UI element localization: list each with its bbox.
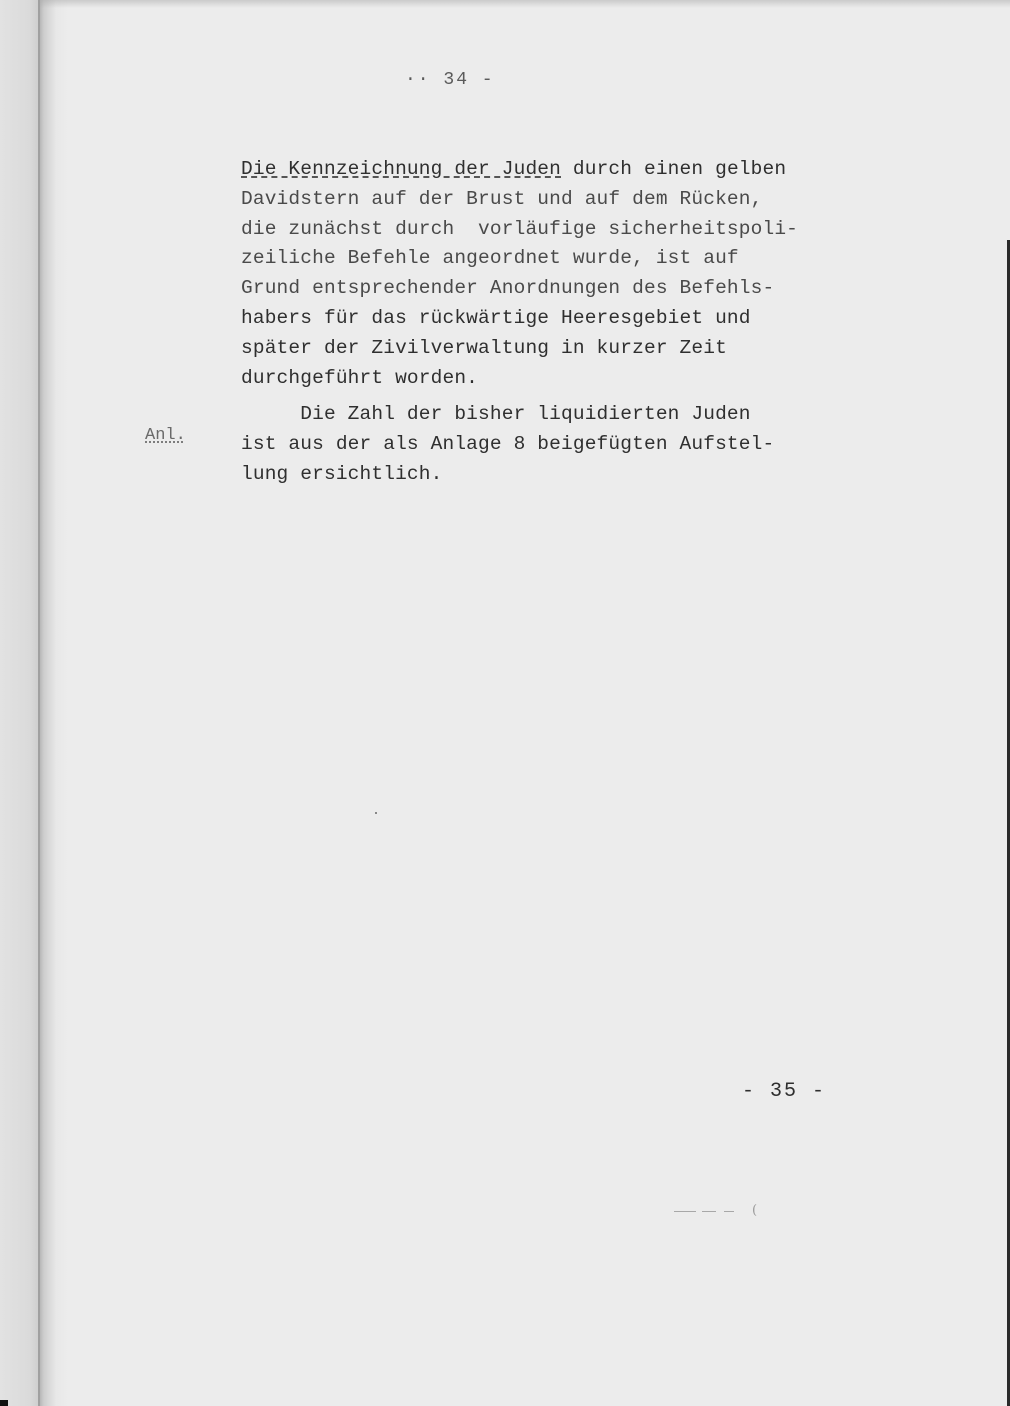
page-number-top: ·· 34 -	[405, 70, 495, 90]
paragraph-kennzeichnung	[241, 155, 841, 393]
text-line: durchgeführt worden.	[241, 366, 479, 389]
text-line: Grund entsprechender Anordnungen des Befehls-	[241, 277, 775, 300]
mark-dash	[702, 1211, 716, 1212]
text-line: Davidstern auf der Brust und auf dem Rücken,	[241, 187, 763, 210]
text-line: habers für das rückwärtige Heeresgebiet und	[241, 306, 751, 329]
page-edge-left	[0, 0, 40, 1406]
mark-paren: (	[752, 1203, 758, 1218]
text-line	[241, 155, 841, 185]
text-line: die zunächst durch vorläufige sicherheitspoli-	[241, 217, 799, 240]
scan-speck	[375, 812, 377, 814]
binding-shadow	[38, 0, 68, 1406]
text-line: ist aus der als Anlage 8 beigefügten Aufstel-	[241, 432, 775, 455]
text-line: Die Zahl der bisher liquidierten Juden	[241, 403, 751, 425]
top-edge-shadow	[40, 0, 1010, 8]
underlined-heading-phrase: Die Kennzeichnung der Juden	[241, 158, 562, 180]
text-line-rest: durch einen gelben	[561, 158, 787, 180]
stray-pencil-mark	[674, 1203, 758, 1218]
text-line: lung ersichtlich.	[241, 462, 443, 485]
text-line: zeiliche Befehle angeordnet wurde, ist auf	[241, 247, 739, 270]
mark-dash	[724, 1211, 734, 1212]
corner-mark	[0, 1400, 8, 1406]
text-line: später der Zivilverwaltung in kurzer Zeit	[241, 336, 727, 359]
page-number-bottom: - 35 -	[742, 1080, 827, 1103]
paragraph-zahl	[241, 400, 841, 489]
mark-dash	[674, 1211, 696, 1212]
margin-note-anlage: Anl.	[145, 426, 186, 445]
